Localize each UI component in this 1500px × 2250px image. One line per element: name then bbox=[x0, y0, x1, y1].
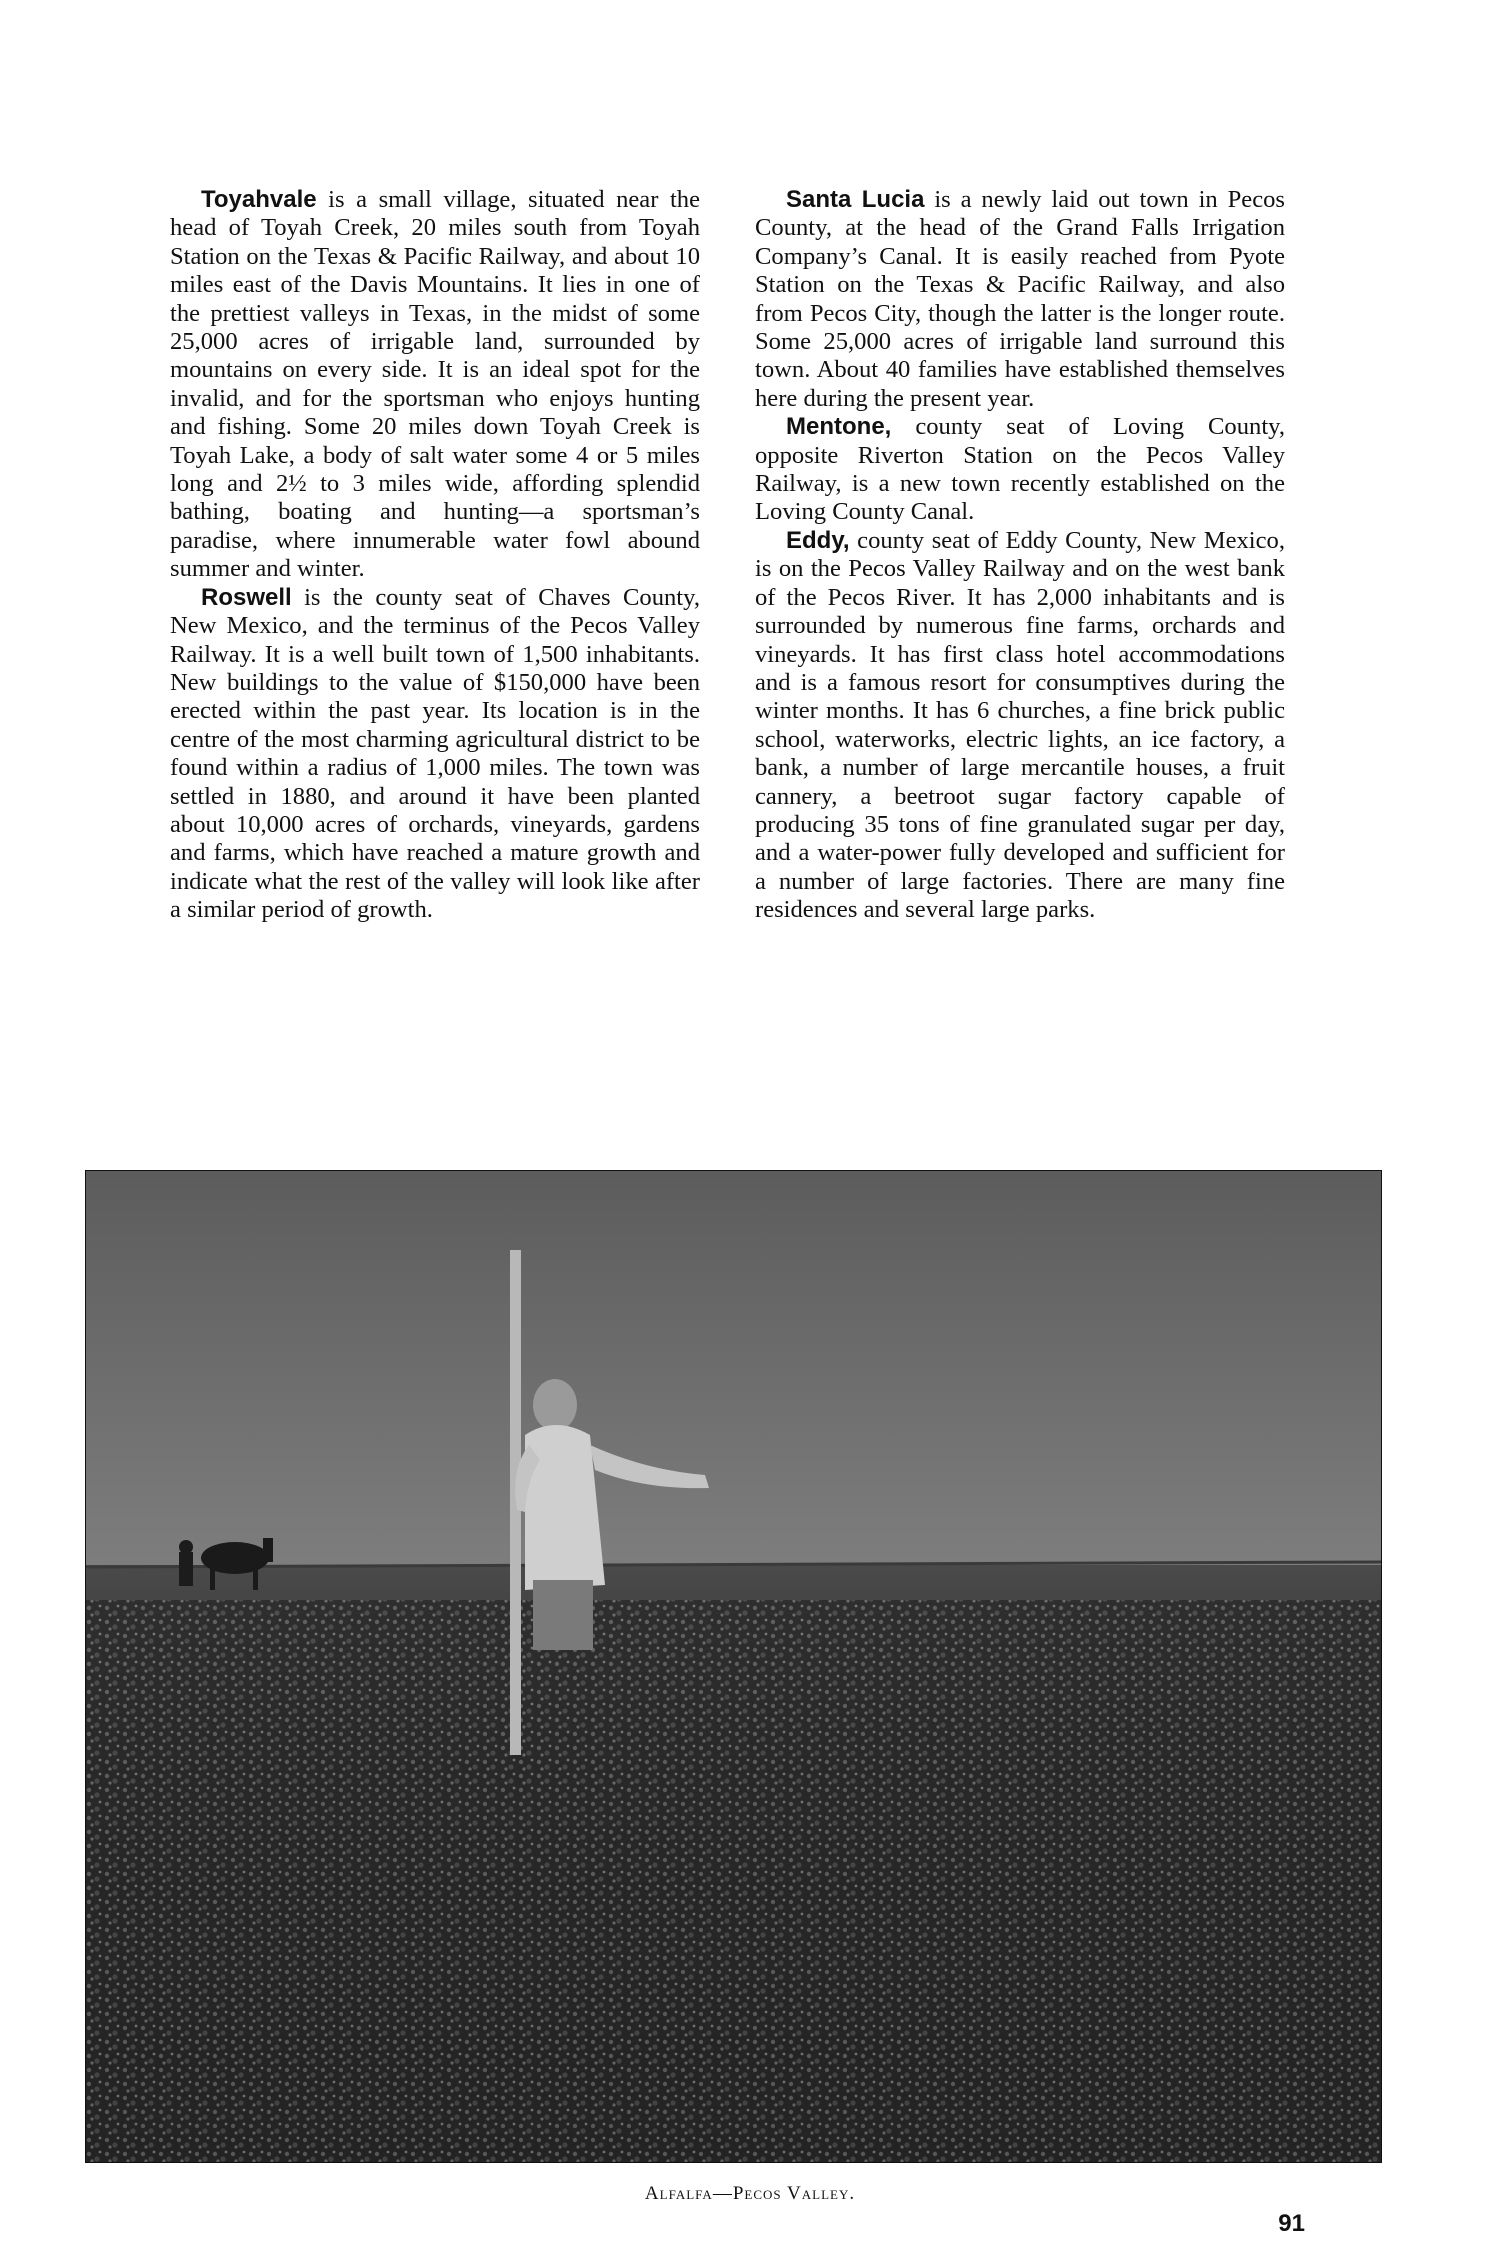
paragraph-lead: Toyahvale bbox=[201, 186, 317, 213]
paragraph-body: is a newly laid out town in Pecos County, at the head of the Grand Falls Irrigation Company’s Canal. It is easily reached from Pyote Station on the Texas & Pacific Railway, and also from Pecos City, though the latter is the longer route. Some 25,000 acres of irrigable land surround this town. About 40 families have established themselves here during the present year. bbox=[755, 186, 1285, 412]
paragraph-lead: Roswell bbox=[201, 583, 292, 611]
paragraph-lead: Mentone, bbox=[786, 413, 892, 441]
left-column bbox=[170, 186, 700, 925]
right-column bbox=[755, 186, 1285, 925]
paragraph-body: is a small village, situated near the head of Toyah Creek, 20 miles south from Toyah Station on the Texas & Pacific Railway, and about 10 miles east of the Davis Mountains. It lies in one of the prettiest valleys in Texas, in the midst of some 25,000 acres of irrigable land, surrounded by mountains on every side. It is an ideal spot for the invalid, and for the sportsman who enjoys hunting and fishing. Some 20 miles down Toyah Creek is Toyah Lake, a body of salt water some 4 or 5 miles long and 2½ to 3 miles wide, affording splendid bathing, boating and hunting—a sportsman’s paradise, where innumerable water fowl abound summer and winter. bbox=[170, 186, 700, 583]
page-number: 91 bbox=[1278, 2210, 1305, 2237]
photo-illustration bbox=[85, 1170, 1382, 2163]
paragraph-toyahvale bbox=[170, 186, 700, 584]
alfalfa-field-photo bbox=[85, 1170, 1382, 2163]
figure-caption: Alfalfa—Pecos Valley. bbox=[644, 2183, 856, 2204]
paragraph-eddy bbox=[755, 527, 1285, 925]
paragraph-body: county seat of Eddy County, New Mexico, is on the Pecos Valley Railway and on the west bank of the Pecos River. It has 2,000 inhabitants and is surrounded by numerous fine farms, orchards and vineyards. It has first class hotel accommodations and is a famous resort for consumptives during the winter months. It has 6 churches, a fine brick public school, waterworks, electric lights, an ice factory, a bank, a number of large mercantile houses, a fruit cannery, a beetroot sugar factory capable of producing 35 tons of fine granulated sugar per day, and a water-power fully developed and sufficient for a number of large factories. There are many fine residences and several large parks. bbox=[755, 526, 1285, 924]
paragraph-mentone bbox=[755, 413, 1285, 527]
paragraph-lead: Eddy, bbox=[786, 526, 850, 554]
paragraph-lead: Santa Lucia bbox=[786, 186, 925, 213]
paragraph-body: is the county seat of Chaves County, New Mexico, and the terminus of the Pecos Valley Railway. It is a well built town of 1,500 inhabitants. New buildings to the value of $150,000 have been erected within the past year. Its location is in the centre of the most charming agricultural district to be found within a radius of 1,000 miles. The town was settled in 1880, and around it have been planted about 10,000 acres of orchards, vineyards, gardens and farms, which have reached a mature growth and indicate what the rest of the valley will look like after a similar period of growth. bbox=[170, 583, 700, 924]
alfalfa-texture bbox=[85, 1600, 1382, 2163]
paragraph-body: county seat of Loving County, opposite Riverton Station on the Pecos Valley Railway, is a new town recently established on the Loving County Canal. bbox=[755, 413, 1285, 526]
paragraph-santa-lucia bbox=[755, 186, 1285, 413]
paragraph-roswell bbox=[170, 584, 700, 925]
